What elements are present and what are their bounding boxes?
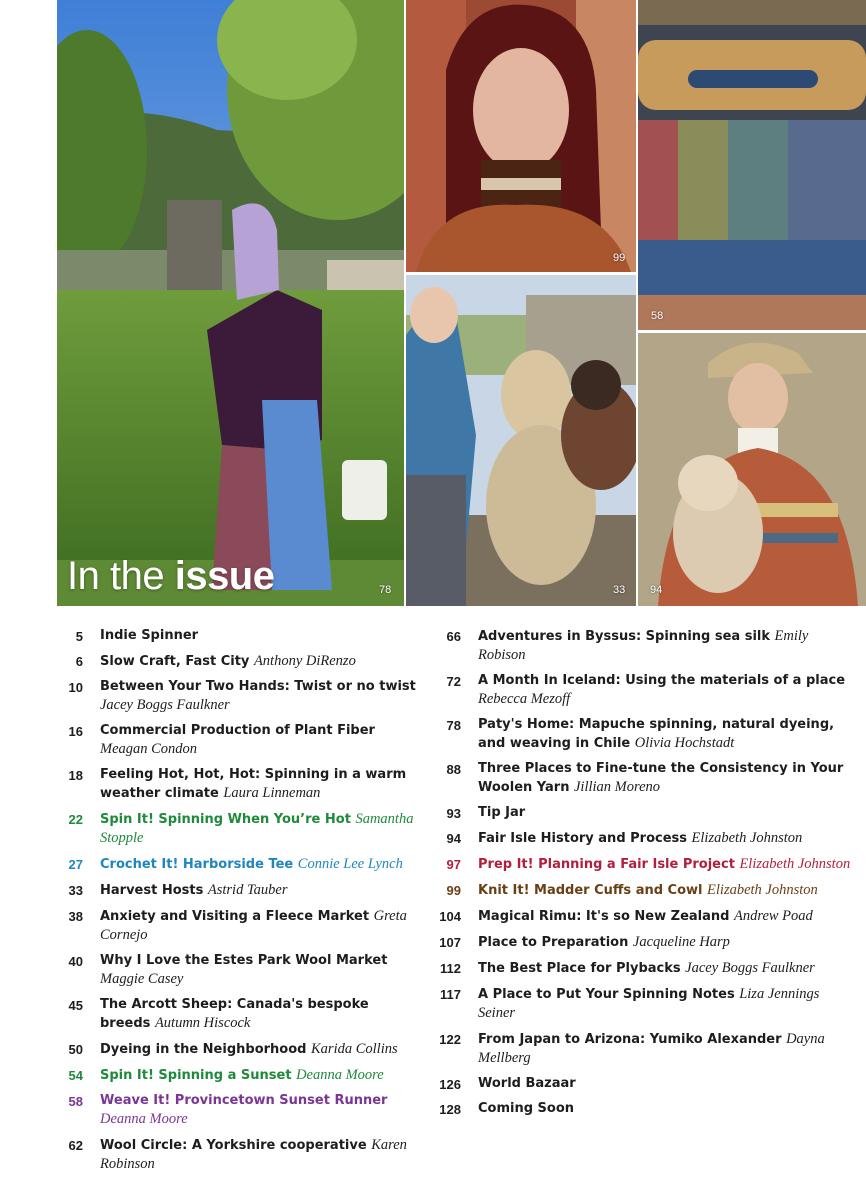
- toc-page-number: 58: [68, 1094, 83, 1109]
- toc-author: Karida Collins: [311, 1041, 398, 1057]
- toc-author: Dayna Mellberg: [478, 1031, 825, 1066]
- toc-author: Emily Robison: [478, 628, 809, 663]
- toc-line: [100, 907, 420, 945]
- toc-entry[interactable]: [40, 722, 420, 759]
- toc-author: Samantha Stopple: [100, 811, 414, 846]
- toc-author: Astrid Tauber: [207, 882, 288, 898]
- toc-author: Deanna Moore: [296, 1067, 384, 1083]
- toc-page-number: 93: [446, 806, 461, 821]
- toc-author: Elizabeth Johnston: [691, 830, 803, 846]
- toc-page-number: 112: [440, 961, 461, 976]
- toc-page-number: 117: [440, 987, 461, 1002]
- toc-line: [478, 672, 858, 709]
- toc-line: [100, 952, 420, 989]
- toc-line: [478, 804, 858, 822]
- toc-line: [478, 1030, 858, 1068]
- toc-title: Three Places to Fine-tune the Consistency in Your Woolen Yarn: [478, 761, 844, 795]
- toc-line: [100, 652, 420, 671]
- toc-line: [100, 1092, 420, 1129]
- toc-title: Spin It! Spinning When You’re Hot: [100, 812, 351, 827]
- toc-entry[interactable]: [40, 907, 420, 945]
- toc-line: [100, 766, 420, 803]
- toc-title: Wool Circle: A Yorkshire cooperative: [100, 1138, 367, 1153]
- toc-entry[interactable]: [40, 996, 420, 1033]
- toc-page-number: 99: [446, 883, 461, 898]
- toc-title: Magical Rimu: It's so New Zealand: [478, 909, 730, 924]
- toc-page-number: 94: [446, 831, 461, 846]
- toc-title: Indie Spinner: [100, 628, 199, 643]
- toc-entry[interactable]: [418, 907, 858, 926]
- toc-title: Harvest Hosts: [100, 883, 204, 898]
- toc-page-number: 107: [439, 935, 461, 950]
- toc-title: Tip Jar: [478, 805, 526, 820]
- toc-entry[interactable]: [40, 766, 420, 803]
- toc-line: [478, 855, 858, 874]
- toc-title: The Arcott Sheep: Canada's bespoke breeds: [100, 997, 369, 1031]
- toc-line: [478, 985, 858, 1023]
- toc-page-number: 128: [439, 1102, 461, 1117]
- toc-line: [478, 1075, 858, 1093]
- toc-title: A Place to Put Your Spinning Notes: [478, 987, 735, 1002]
- toc-page-number: 45: [68, 998, 83, 1013]
- toc-entry[interactable]: [418, 1030, 858, 1068]
- toc-author: Maggie Casey: [100, 971, 184, 987]
- toc-page-number: 16: [68, 724, 83, 739]
- toc-title: Weave It! Provincetown Sunset Runner: [100, 1093, 388, 1108]
- toc-page-number: 78: [446, 718, 461, 733]
- toc-entry[interactable]: [418, 1075, 858, 1093]
- toc-line: [100, 996, 420, 1033]
- toc-entry[interactable]: [40, 1040, 420, 1059]
- toc-page-number: 33: [68, 883, 83, 898]
- toc-author: Autumn Hiscock: [154, 1015, 251, 1031]
- toc-line: [100, 627, 420, 645]
- toc-title: Prep It! Planning a Fair Isle Project: [478, 857, 735, 872]
- toc-title: Slow Craft, Fast City: [100, 654, 250, 669]
- toc-entry[interactable]: [418, 672, 858, 709]
- toc-author: Greta Cornejo: [100, 908, 407, 943]
- toc-page-number: 122: [439, 1032, 461, 1047]
- toc-entry[interactable]: [40, 952, 420, 989]
- toc-title: A Month In Iceland: Using the materials of a place: [478, 673, 846, 688]
- toc-entry[interactable]: [40, 881, 420, 900]
- toc-title: The Best Place for Plybacks: [478, 961, 681, 976]
- toc-title: Dyeing in the Neighborhood: [100, 1042, 307, 1057]
- toc-title: Feeling Hot, Hot, Hot: Spinning in a warm weather climate: [100, 767, 407, 801]
- toc-author: Deanna Moore: [100, 1111, 188, 1127]
- photo-spinner-garden: [57, 0, 404, 606]
- photo-portrait-woman: [406, 0, 636, 272]
- toc-author: Anthony DiRenzo: [253, 653, 356, 669]
- toc-title: Between Your Two Hands: Twist or no twist: [100, 679, 416, 694]
- photo-alpacas: [406, 275, 636, 606]
- toc-title: Anxiety and Visiting a Fleece Market: [100, 909, 370, 924]
- toc-line: [478, 881, 858, 900]
- toc-author: Rebecca Mezoff: [478, 691, 571, 707]
- toc-page-number: 54: [68, 1068, 83, 1083]
- toc-entry[interactable]: [418, 959, 858, 978]
- toc-page-number: 18: [68, 768, 83, 783]
- toc-page-number: 27: [68, 857, 83, 872]
- toc-title: Fair Isle History and Process: [478, 831, 688, 846]
- toc-author: Jacey Boggs Faulkner: [685, 960, 815, 976]
- toc-page-number: 40: [68, 954, 83, 969]
- toc-page-number: 97: [446, 857, 461, 872]
- toc-entry[interactable]: [418, 829, 858, 848]
- photo-man-with-dog: [638, 333, 866, 606]
- toc-entry[interactable]: [40, 1136, 420, 1174]
- toc-page-number: 50: [68, 1042, 83, 1057]
- toc-page-number: 38: [68, 909, 83, 924]
- toc-entry[interactable]: [40, 678, 420, 715]
- toc-author: Elizabeth Johnston: [707, 882, 818, 898]
- toc-right-column: [418, 627, 858, 1125]
- toc-page-number: 66: [446, 629, 461, 644]
- toc-page-number: 104: [439, 909, 461, 924]
- toc-title: Crochet It! Harborside Tee: [100, 857, 294, 872]
- photo-page-number: 78: [379, 584, 392, 596]
- toc-title: Paty's Home: Mapuche spinning, natural dyeing, and weaving in Chile: [478, 717, 835, 751]
- toc-line: [100, 810, 420, 848]
- toc-entry[interactable]: [40, 652, 420, 671]
- toc-line: [100, 855, 420, 874]
- toc-author: Andrew Poad: [733, 908, 813, 924]
- toc-title: Spin It! Spinning a Sunset: [100, 1068, 292, 1083]
- toc-author: Meagan Condon: [100, 741, 198, 757]
- toc-title: Adventures in Byssus: Spinning sea silk: [478, 629, 771, 644]
- toc-entry[interactable]: [418, 804, 858, 822]
- toc-line: [478, 1100, 858, 1118]
- toc-page-number: 10: [68, 680, 83, 695]
- toc-author: Jacqueline Harp: [632, 934, 730, 950]
- toc-page-number: 88: [446, 762, 461, 777]
- toc-author: Connie Lee Lynch: [297, 856, 403, 872]
- photo-page-number: 99: [613, 252, 626, 264]
- toc-entry[interactable]: [418, 985, 858, 1023]
- toc-title: Why I Love the Estes Park Wool Market: [100, 953, 388, 968]
- toc-entry[interactable]: [418, 1100, 858, 1118]
- toc-entry[interactable]: [40, 855, 420, 874]
- toc-title: Knit It! Madder Cuffs and Cowl: [478, 883, 703, 898]
- toc-author: Olivia Hochstadt: [634, 735, 735, 751]
- toc-entry[interactable]: [418, 716, 858, 753]
- toc-line: [100, 1040, 420, 1059]
- toc-title: Commercial Production of Plant Fiber: [100, 723, 375, 738]
- page-title: [67, 556, 275, 596]
- toc-author: Liza Jennings Seiner: [478, 986, 820, 1021]
- toc-left-column: [40, 627, 420, 1181]
- toc-page-number: 6: [75, 654, 83, 669]
- toc-entry[interactable]: [40, 627, 420, 645]
- toc-author: Elizabeth Johnston: [739, 856, 851, 872]
- toc-line: [478, 760, 858, 797]
- toc-entry[interactable]: [40, 1066, 420, 1085]
- toc-author: Laura Linneman: [223, 785, 321, 801]
- toc-line: [478, 627, 858, 665]
- toc-entry[interactable]: [40, 810, 420, 848]
- toc-entry[interactable]: [40, 1092, 420, 1129]
- toc-entry[interactable]: [418, 760, 858, 797]
- toc-author: Karen Robinson: [100, 1137, 407, 1172]
- toc-page-number: 62: [68, 1138, 83, 1153]
- toc-entry[interactable]: [418, 627, 858, 665]
- toc-line: [478, 933, 858, 952]
- photo-page-number: 58: [651, 310, 664, 322]
- toc-page-number: 22: [68, 812, 83, 827]
- toc-title: Coming Soon: [478, 1101, 575, 1116]
- toc-line: [100, 881, 420, 900]
- photo-page-number: 94: [650, 584, 663, 596]
- toc-title: World Bazaar: [478, 1076, 576, 1091]
- toc-line: [478, 959, 858, 978]
- toc-title: Place to Preparation: [478, 935, 629, 950]
- toc-line: [100, 678, 420, 715]
- photo-page-number: 33: [613, 584, 626, 596]
- toc-line: [100, 1066, 420, 1085]
- toc-author: Jillian Moreno: [573, 779, 661, 795]
- toc-author: Jacey Boggs Faulkner: [100, 697, 230, 713]
- toc-entry[interactable]: [418, 855, 858, 874]
- toc-title: From Japan to Arizona: Yumiko Alexander: [478, 1032, 782, 1047]
- toc-line: [100, 1136, 420, 1174]
- toc-line: [478, 829, 858, 848]
- toc-page-number: 126: [439, 1077, 461, 1092]
- title-bold: issue: [174, 554, 275, 598]
- title-light: In the: [67, 554, 175, 598]
- photo-weaving-loom: [638, 0, 866, 330]
- toc-line: [478, 907, 858, 926]
- toc-entry[interactable]: [418, 933, 858, 952]
- toc-entry[interactable]: [418, 881, 858, 900]
- toc-page-number: 5: [75, 629, 83, 644]
- toc-line: [100, 722, 420, 759]
- toc-page-number: 72: [446, 674, 461, 689]
- toc-line: [478, 716, 858, 753]
